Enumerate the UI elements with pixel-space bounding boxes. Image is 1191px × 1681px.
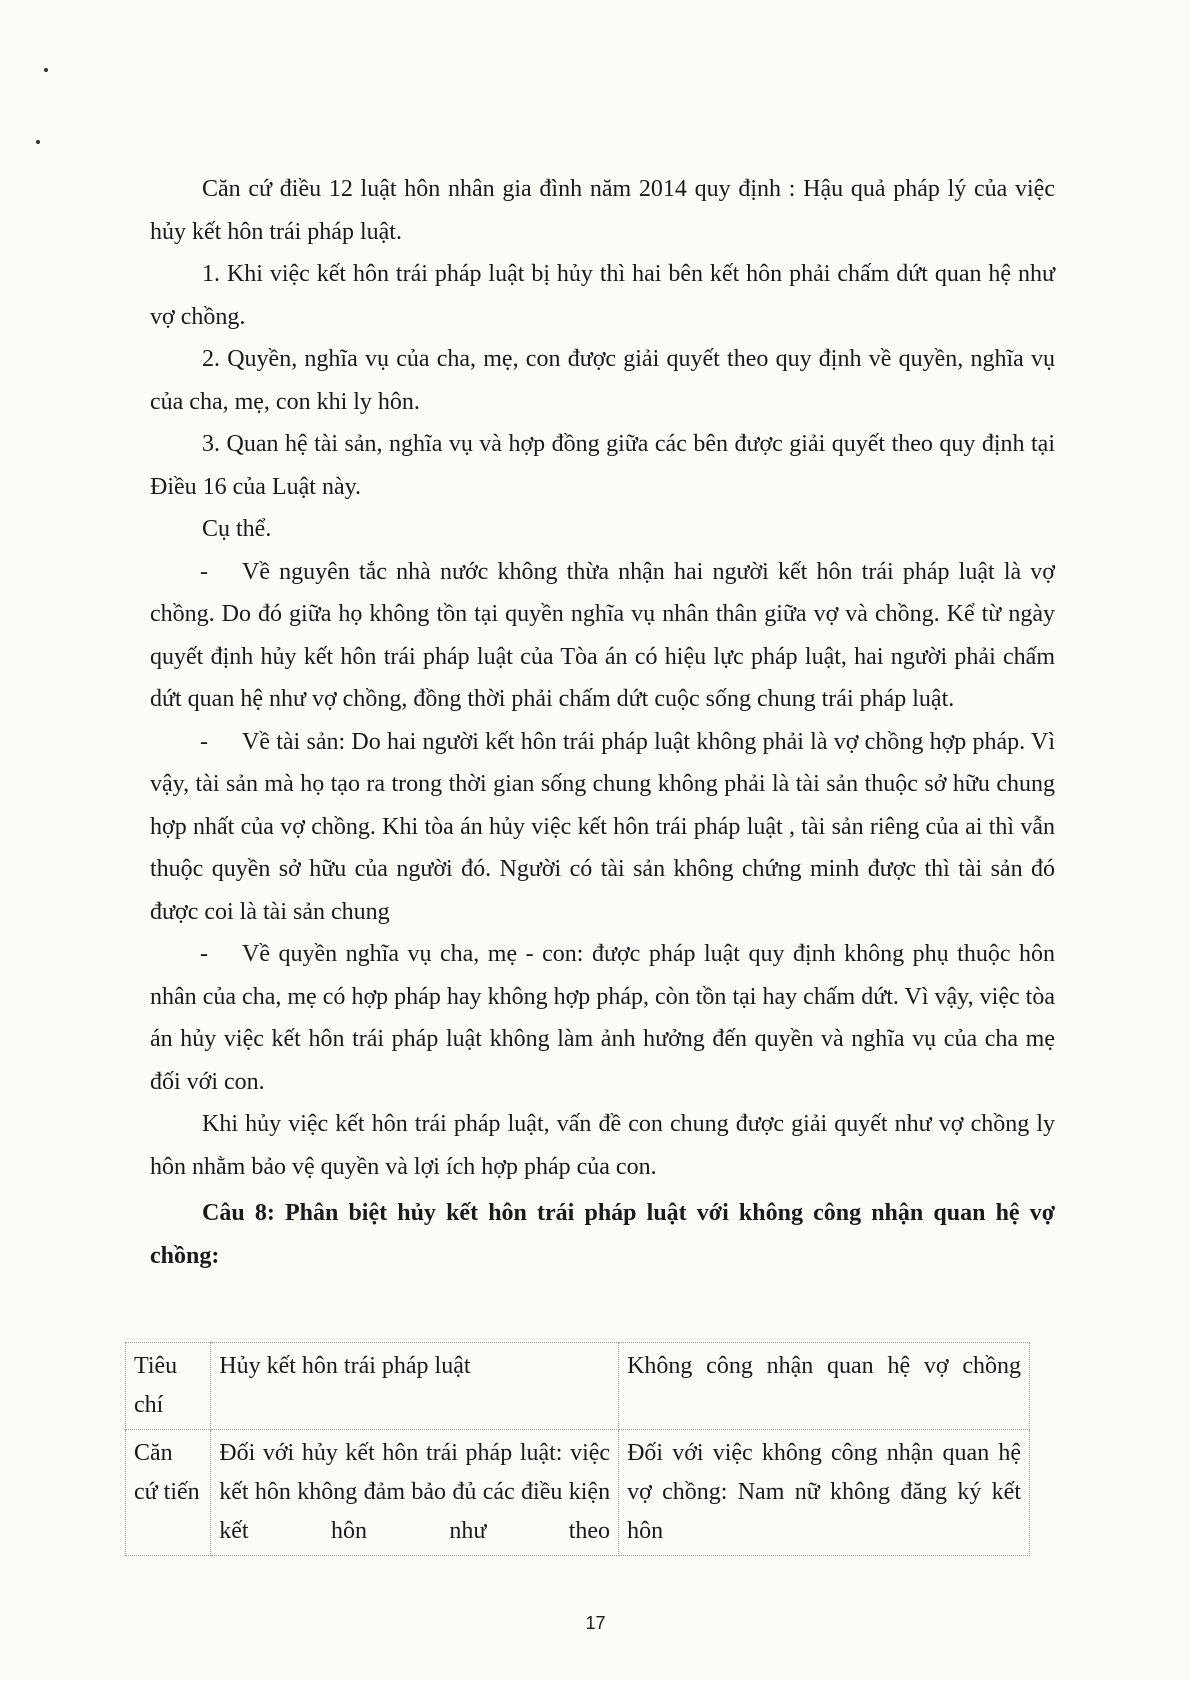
bullet-dash: - (200, 558, 208, 585)
paragraph: 1. Khi việc kết hôn trái pháp luật bị hủy thì hai bên kết hôn phải chấm dứt quan hệ như vợ chồng. (150, 261, 1055, 330)
table-cell: Tiêu chí (126, 1343, 211, 1430)
paragraph: Căn cứ điều 12 luật hôn nhân gia đình năm 2014 quy định : Hậu quả pháp lý của việc hủy kết hôn trái pháp luật. (150, 176, 1055, 245)
bullet-text: Về nguyên tắc nhà nước không thừa nhận hai người kết hôn trái pháp luật là vợ chồng. Do đó giữa họ không tồn tại quyền nghĩa vụ nhân thân giữa vợ và chồng. Kể từ ngày quyết định hủy kết hôn trái pháp luật của Tòa án có hiệu lực pháp luật, hai người phải chấm dứt quan hệ như vợ chồng, đồng thời phải chấm dứt cuộc sống chung trái pháp luật. (150, 558, 1055, 712)
bullet-dash: - (200, 728, 208, 755)
table-cell: Hủy kết hôn trái pháp luật (211, 1343, 619, 1430)
bullet-item (150, 551, 1055, 721)
bullet-item (150, 721, 1055, 934)
scan-speck (36, 140, 40, 144)
paragraph: Khi hủy việc kết hôn trái pháp luật, vấn đề con chung được giải quyết như vợ chồng ly hôn nhằm bảo vệ quyền và lợi ích hợp pháp của con. (150, 1111, 1055, 1180)
table-cell: Căn cứ tiến (126, 1430, 211, 1556)
table-cell: Không công nhận quan hệ vợ chồng (619, 1343, 1030, 1430)
table-header-row (126, 1343, 1030, 1430)
comparison-table (125, 1342, 1030, 1556)
paragraph: 2. Quyền, nghĩa vụ của cha, mẹ, con được giải quyết theo quy định về quyền, nghĩa vụ của cha, mẹ, con khi ly hôn. (150, 346, 1055, 415)
scan-speck (44, 68, 48, 72)
body-text (150, 168, 1055, 1277)
paragraph: Cụ thể. (202, 516, 272, 542)
section-heading: Câu 8: Phân biệt hủy kết hôn trái pháp luật với không công nhận quan hệ vợ chồng: (150, 1200, 1055, 1269)
bullet-text: Về quyền nghĩa vụ cha, mẹ - con: được pháp luật quy định không phụ thuộc hôn nhân của cha, mẹ có hợp pháp hay không hợp pháp, còn tồn tại hay chấm dứt. Vì vậy, việc tòa án hủy việc kết hôn trái pháp luật không làm ảnh hưởng đến quyền và nghĩa vụ của cha mẹ đối với con. (150, 941, 1055, 1095)
table-cell: Đối với hủy kết hôn trái pháp luật: việc kết hôn không đảm bảo đủ các điều kiện kết hôn như theo (211, 1430, 619, 1556)
page-number: 17 (585, 1613, 606, 1633)
bullet-dash: - (200, 941, 208, 967)
bullet-item (150, 933, 1055, 1103)
paragraph: 3. Quan hệ tài sản, nghĩa vụ và hợp đồng giữa các bên được giải quyết theo quy định tại Điều 16 của Luật này. (150, 431, 1055, 500)
table-cell: Đối với việc không công nhận quan hệ vợ chồng: Nam nữ không đăng ký kết hôn (619, 1430, 1030, 1556)
bullet-text: Về tài sản: Do hai người kết hôn trái pháp luật không phải là vợ chồng hợp pháp. Vì vậy, tài sản mà họ tạo ra trong thời gian sống chung không phải là tài sản thuộc sở hữu chung hợp nhất của vợ chồng. Khi tòa án hủy việc kết hôn trái pháp luật , tài sản riêng của ai thì vẫn thuộc quyền sở hữu của người đó. Người có tài sản không chứng minh được thì tài sản đó được coi là tài sản chung (150, 728, 1055, 925)
table-row (126, 1430, 1030, 1556)
